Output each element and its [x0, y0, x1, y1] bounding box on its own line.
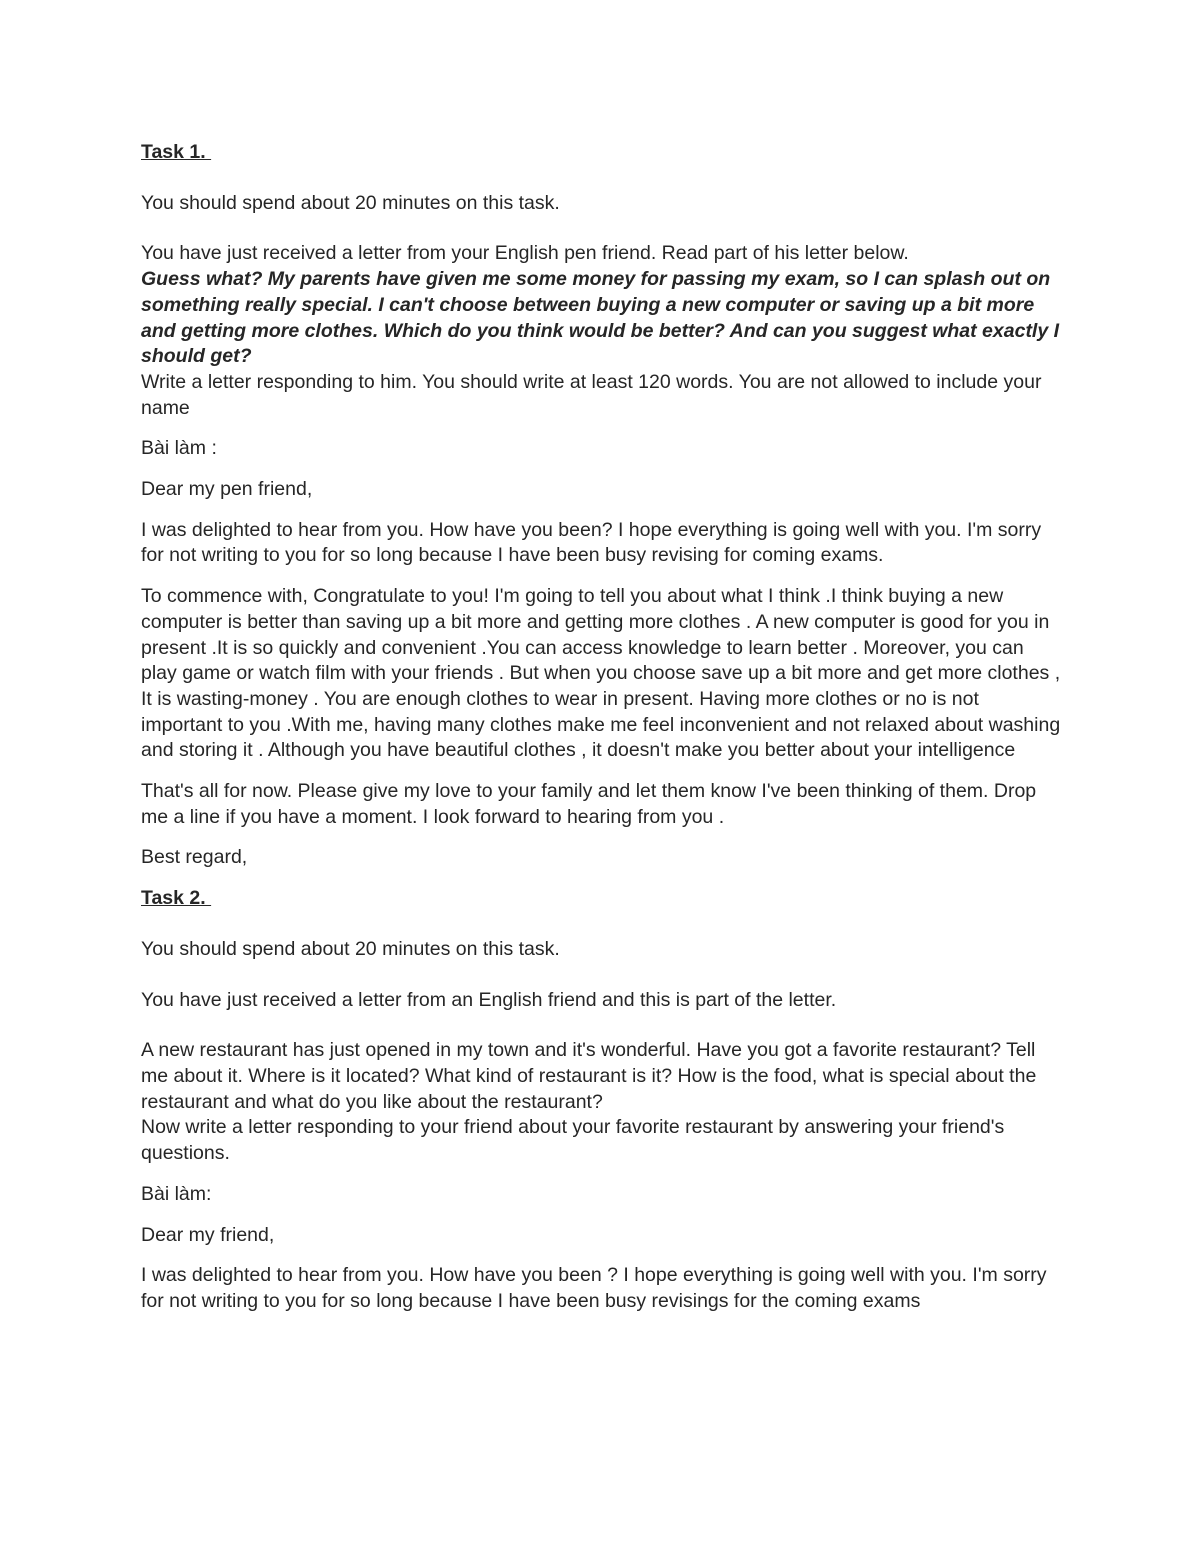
task-1-letter-quote: Guess what? My parents have given me some money for passing my exam, so I can splash out on something really special. I can't choose between buying a new computer or saving up a bit more and getting more clothes. Which do you think would be better? And can you suggest what exactly I should get? — [141, 268, 1060, 368]
task-2-time-note: You should spend about 20 minutes on this task. — [141, 937, 560, 960]
task-2-heading: Task 2. — [141, 887, 212, 910]
task-1-paragraph-2: To commence with, Congratulate to you! I'm going to tell you about what I think .I think buying a new computer is better than saving up a bit more and getting more clothes . A new computer is good for you in present .It is so quickly and convenient .You can access knowledge to learn better . Moreover, you can play game or watch film with your friends . But when you choose save up a bit more and get more clothes , It is wasting-money . You are enough clothes to wear in present. Having more clothes or no is not important to you .With me, having many clothes make me feel inconvenient and not relaxed about washing and storing it . Although you have beautiful clothes , it doesn't make you better about your intelligence — [141, 585, 1061, 762]
task-2-section — [141, 886, 1061, 1314]
task-1-paragraph-1: I was delighted to hear from you. How have you been? I hope everything is going well with you. I'm sorry for not writing to you for so long because I have been busy revising for coming exams. — [141, 518, 1042, 567]
task-2-letter-quote: A new restaurant has just opened in my town and it's wonderful. Have you got a favorite restaurant? Tell me about it. Where is it located? What kind of restaurant is it? How is the food, what is special about the restaurant and what do you like about the restaurant? — [141, 1039, 1037, 1113]
task-1-closing: Best regard, — [141, 846, 248, 869]
task-1-greeting: Dear my pen friend, — [141, 478, 313, 501]
task-1-heading: Task 1. — [141, 141, 212, 163]
task-1-section — [141, 140, 1061, 871]
document-page — [141, 140, 1061, 1330]
task-2-paragraph-1: I was delighted to hear from you. How have you been ? I hope everything is going well with you. I'm sorry for not writing to you for so long because I have been busy revisings for the coming exams — [141, 1264, 1047, 1312]
task-1-time-note: You should spend about 20 minutes on this task. — [141, 191, 560, 214]
task-1-paragraph-3: That's all for now. Please give my love to your family and let them know I've been thinking of them. Drop me a line if you have a moment. I look forward to hearing from you . — [141, 780, 1037, 828]
task-2-greeting: Dear my friend, — [141, 1223, 275, 1246]
task-2-answer-label: Bài làm: — [141, 1182, 212, 1205]
task-1-answer-label: Bài làm : — [141, 437, 217, 460]
task-1-intro: You have just received a letter from your English pen friend. Read part of his letter below. — [141, 242, 909, 265]
task-2-instruction: Now write a letter responding to your friend about your favorite restaurant by answering your friend's questions. — [141, 1116, 1005, 1165]
task-2-intro: You have just received a letter from an English friend and this is part of the letter. — [141, 988, 837, 1011]
task-1-instruction: Write a letter responding to him. You should write at least 120 words. You are not allowed to include your name — [141, 370, 1042, 419]
